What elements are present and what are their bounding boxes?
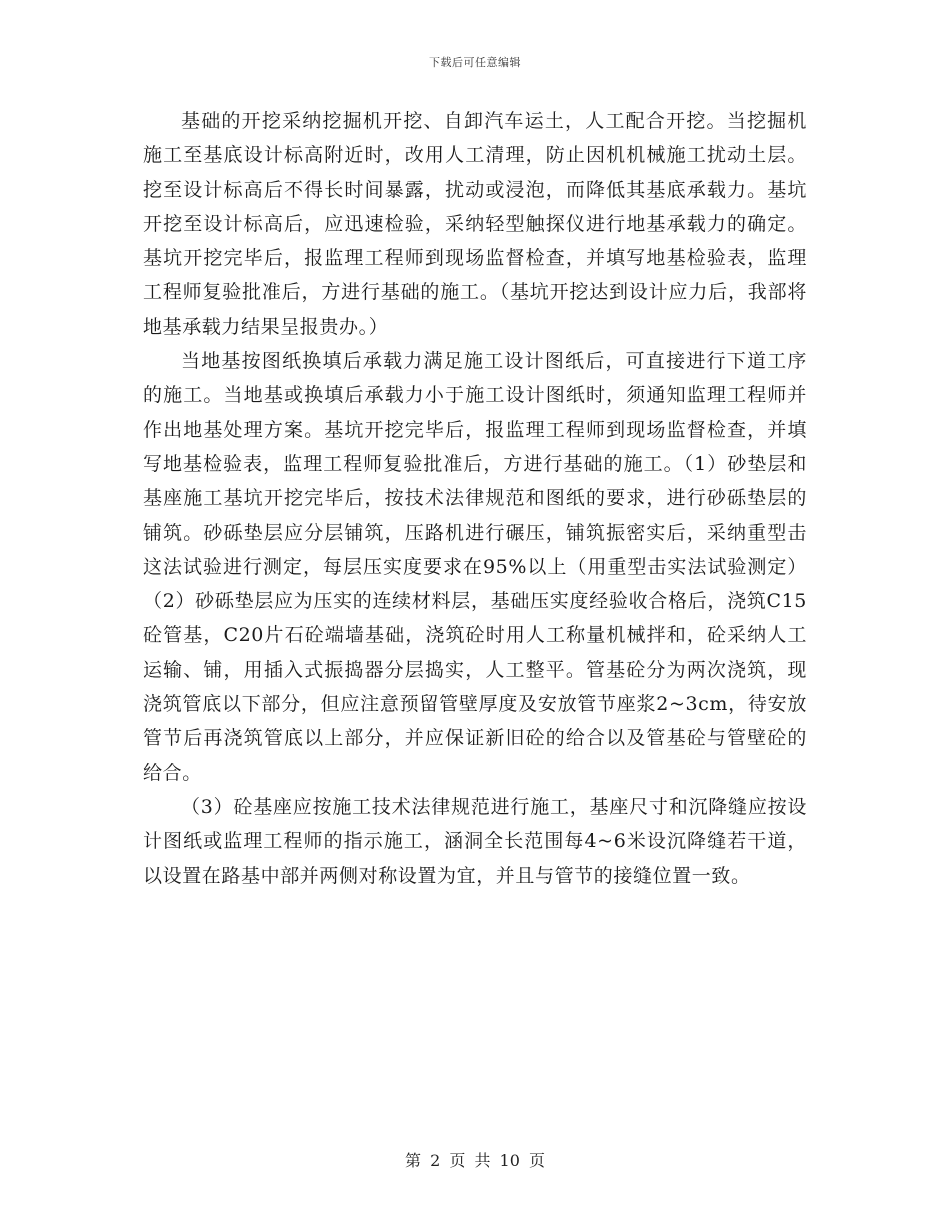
paragraph-foundation-excavation: 基础的开挖采纳挖掘机开挖、自卸汽车运土，人工配合开挖。当挖掘机施工至基底设计标高附近时，改用人工清理，防止因机机械施工扰动土层。挖至设计标高后不得长时间暴露，扰动或浸泡，而降低其基底承载力。基坑开挖至设计标高后，应迅速检验，采纳轻型触探仪进行地基承载力的确定。基坑开挖完毕后，报监理工程师到现场监督检查，并填写地基检验表，监理工程师复验批准后，方进行基础的施工。（基坑开挖达到设计应力后，我部将地基承载力结果呈报贵办。） [143,110,807,338]
page-header: 下载后可任意编辑 [429,56,521,69]
paragraph-concrete-base: （3）砼基座应按施工技术法律规范进行施工，基座尺寸和沉降缝应按设计图纸或监理工程师的指示施工，涵洞全长范围每4~6米设沉降缝若干道，以设置在路基中部并两侧对称设置为宜，并且与管节的接缝位置一致。 [143,795,807,887]
document-body [143,104,807,893]
paragraph-foundation-bearing: 当地基按图纸换填后承载力满足施工设计图纸后，可直接进行下道工序的施工。当地基或换填后承载力小于施工设计图纸时，须通知监理工程师并作出地基处理方案。基坑开挖完毕后，报监理工程师到现场监督检查，并填写地基检验表，监理工程师复验批准后，方进行基础的施工。（1）砂垫层和基座施工基坑开挖完毕后，按技术法律规范和图纸的要求，进行砂砾垫层的铺筑。砂砾垫层应分层铺筑，压路机进行碾压，铺筑振密实后，采纳重型击这法试验进行测定，每层压实度要求在95%以上（用重型击实法试验测定）（2）砂砾垫层应为压实的连续材料层，基础压实度经验收合格后，浇筑C15砼管基，C20片石砼端墙基础，浇筑砼时用人工称量机械拌和，砼采纳人工运输、铺，用插入式振捣器分层捣实，人工整平。管基砼分为两次浇筑，现浇筑管底以下部分，但应注意预留管壁厚度及安放管节座浆2~3cm，待安放管节后再浇筑管底以上部分，并应保证新旧砼的给合以及管基砼与管壁砼的给合。 [143,350,807,784]
page-number: 第 2 页 共 10 页 [405,1151,545,1170]
